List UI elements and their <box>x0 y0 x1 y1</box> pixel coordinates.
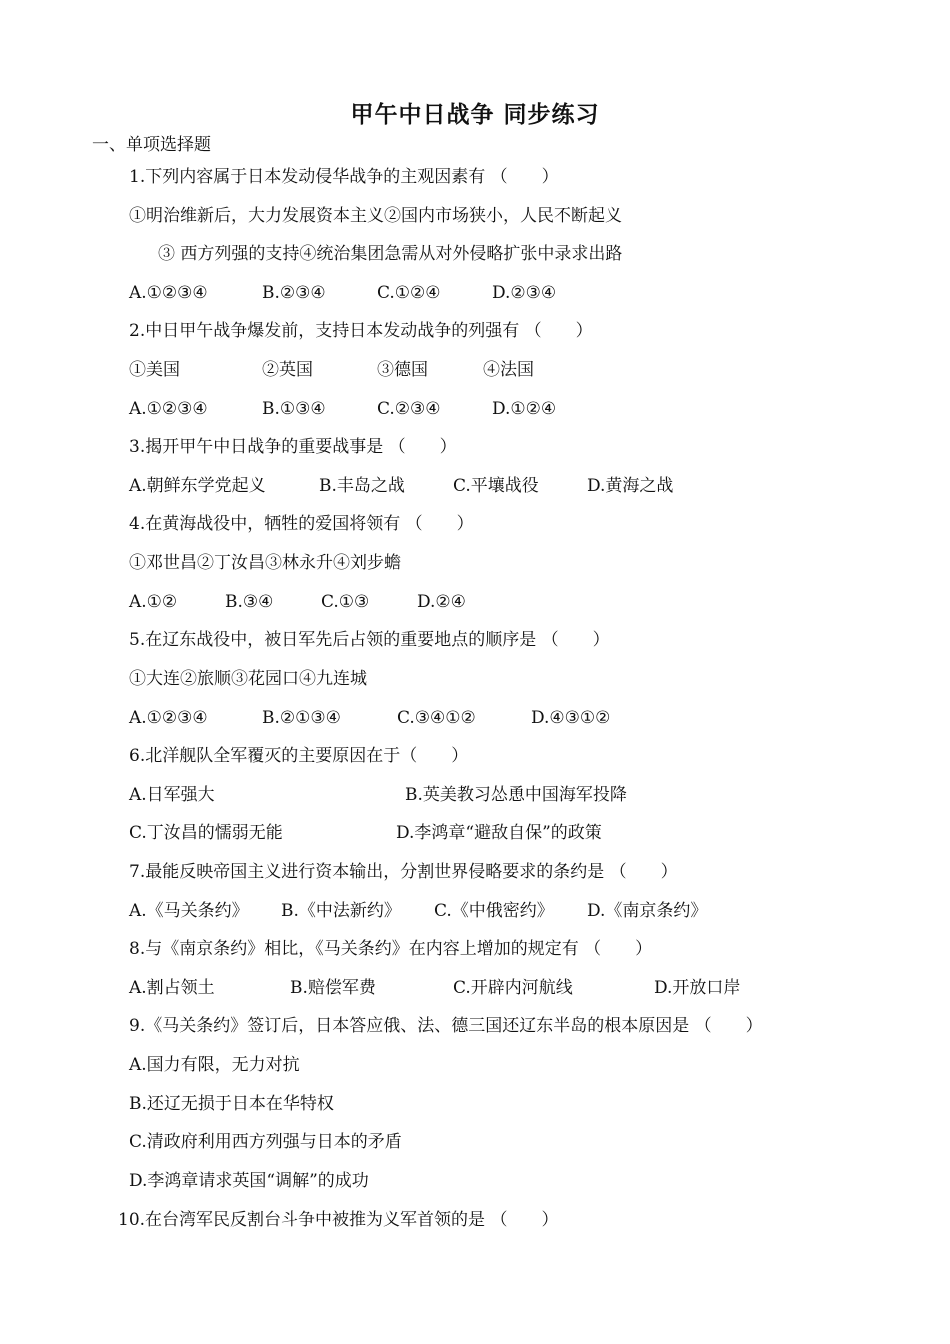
question-1-stem: 1.下列内容属于日本发动侵华战争的主观因素有 （ ） <box>129 167 559 187</box>
question-2-options <box>129 398 556 420</box>
item-4: ④法国 <box>483 360 534 380</box>
question-2-items <box>129 359 534 381</box>
option-c: C.②③④ <box>377 399 441 419</box>
section-heading: 一、单项选择题 <box>92 135 211 155</box>
item-1: ①美国 <box>129 360 180 380</box>
question-5-items: ①大连②旅顺③花园口④九连城 <box>129 669 367 689</box>
option-a: A.割占领土 <box>129 978 215 998</box>
option-d: D.②③④ <box>492 283 557 303</box>
question-10-stem: 10.在台湾军民反割台斗争中被推为义军首领的是 （ ） <box>118 1210 559 1230</box>
option-c: C.开辟内河航线 <box>453 978 573 998</box>
document-title: 甲午中日战争 同步练习 <box>350 102 600 128</box>
question-4-stem: 4.在黄海战役中，牺牲的爱国将领有 （ ） <box>129 514 474 534</box>
question-9-option-d: D.李鸿章请求英国“调解”的成功 <box>129 1171 369 1191</box>
option-d: D.开放口岸 <box>654 978 741 998</box>
question-7-options <box>129 900 707 922</box>
option-d: D.④③①② <box>531 708 611 728</box>
option-b: B.《中法新约》 <box>281 901 401 921</box>
option-b: B.英美教习怂恿中国海军投降 <box>405 785 627 805</box>
option-c: C.①②④ <box>377 283 441 303</box>
option-d: D.②④ <box>417 592 466 612</box>
question-3-stem: 3.揭开甲午中日战争的重要战事是 （ ） <box>129 437 457 457</box>
question-1-item-line-1: ①明治维新后，大力发展资本主义②国内市场狭小，人民不断起义 <box>129 206 622 226</box>
option-d: D.《南京条约》 <box>587 901 708 921</box>
question-5-stem: 5.在辽东战役中，被日军先后占领的重要地点的顺序是 （ ） <box>129 630 610 650</box>
question-2-stem: 2.中日甲午战争爆发前，支持日本发动战争的列强有 （ ） <box>129 321 593 341</box>
question-5-options <box>129 707 610 729</box>
option-a: A.①②③④ <box>129 399 208 419</box>
question-4-options <box>129 591 466 613</box>
option-b: B.赔偿军费 <box>290 978 376 998</box>
question-3-options <box>129 475 673 497</box>
option-c: C.平壤战役 <box>453 476 539 496</box>
option-d: D.黄海之战 <box>587 476 674 496</box>
question-7-stem: 7.最能反映帝国主义进行资本输出，分割世界侵略要求的条约是 （ ） <box>129 862 678 882</box>
option-c: C.①③ <box>321 592 370 612</box>
option-a: A.朝鲜东学党起义 <box>129 476 266 496</box>
question-6-options-row-1 <box>129 784 627 806</box>
question-4-items: ①邓世昌②丁汝昌③林永升④刘步蟾 <box>129 553 401 573</box>
question-6-options-row-2 <box>129 822 602 844</box>
option-b: B.②③④ <box>262 283 326 303</box>
option-c: C.《中俄密约》 <box>434 901 554 921</box>
question-9-option-a: A.国力有限，无力对抗 <box>129 1055 300 1075</box>
item-2: ②英国 <box>262 360 313 380</box>
option-b: B.③④ <box>225 592 274 612</box>
option-a: A.①②③④ <box>129 283 208 303</box>
question-9-stem: 9.《马关条约》签订后，日本答应俄、法、德三国还辽东半岛的根本原因是 （ ） <box>129 1016 763 1036</box>
option-c: C.丁汝昌的懦弱无能 <box>129 823 283 843</box>
question-8-options <box>129 977 740 999</box>
item-3: ③德国 <box>377 360 428 380</box>
option-b: B.①③④ <box>262 399 326 419</box>
option-b: B.丰岛之战 <box>319 476 405 496</box>
option-a: A.①②③④ <box>129 708 208 728</box>
question-1-item-line-2: ③ 西方列强的支持④统治集团急需从对外侵略扩张中录求出路 <box>158 244 623 264</box>
question-9-option-b: B.还辽无损于日本在华特权 <box>129 1094 334 1114</box>
question-1-options <box>129 282 556 304</box>
option-a: A.①② <box>129 592 178 612</box>
question-8-stem: 8.与《南京条约》相比，《马关条约》在内容上增加的规定有 （ ） <box>129 939 653 959</box>
question-9-option-c: C.清政府利用西方列强与日本的矛盾 <box>129 1132 402 1152</box>
option-a: A.日军强大 <box>129 785 215 805</box>
option-d: D.李鸿章“避敌自保”的政策 <box>396 823 602 843</box>
option-c: C.③④①② <box>397 708 476 728</box>
option-b: B.②①③④ <box>262 708 341 728</box>
option-d: D.①②④ <box>492 399 557 419</box>
option-a: A.《马关条约》 <box>129 901 249 921</box>
question-6-stem: 6.北洋舰队全军覆灭的主要原因在于（ ） <box>129 746 469 766</box>
